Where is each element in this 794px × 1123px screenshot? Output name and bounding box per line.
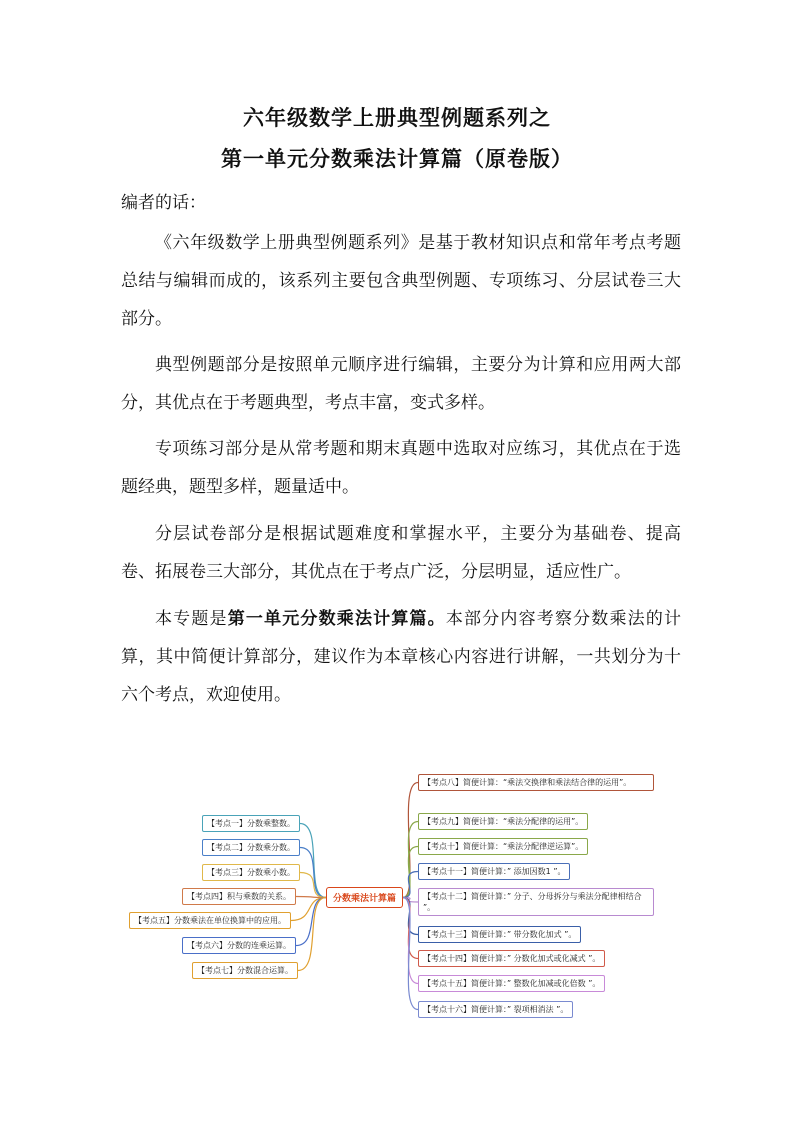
mindmap-node-right-10: 【考点十】简便计算：“乘法分配律逆运算”。 bbox=[418, 838, 588, 855]
paragraph-3: 专项练习部分是从常考题和期末真题中选取对应练习，其优点在于选题经典，题型多样，题量适中。 bbox=[121, 439, 681, 497]
mindmap-node-right-9: 【考点九】简便计算：“乘法分配律的运用”。 bbox=[418, 813, 588, 830]
mindmap-root: 分数乘法计算篇 bbox=[326, 887, 403, 908]
paragraph-5-pre: 本专题是 bbox=[155, 609, 228, 629]
paragraph-1: 《六年级数学上册典型例题系列》是基于教材知识点和常年考点考题总结与编辑而成的，该系列主要包含典型例题、专项练习、分层试卷三大部分。 bbox=[121, 233, 681, 329]
document-title-line1: 六年级数学上册典型例题系列之 bbox=[243, 106, 551, 130]
mindmap-node-right-12: 【考点十二】简便计算：” 分子、分母拆分与乘法分配律相结合 ”。 bbox=[418, 888, 654, 916]
document-title-line2: 第一单元分数乘法计算篇（原卷版） bbox=[221, 147, 573, 171]
mindmap-node-right-16: 【考点十六】简便计算：” 裂项相消法 ”。 bbox=[418, 1001, 573, 1018]
mindmap-node-left-6: 【考点六】分数的连乘运算。 bbox=[182, 937, 296, 954]
mindmap-node-right-11: 【考点十一】简便计算：” 添加因数1 ”。 bbox=[418, 863, 570, 880]
paragraph-5-post: 本部分内容考察分数乘法的计算，其中简便计算部分，建议作为本章核心内容进行讲解，一共划分为十六个考点，欢迎使用。 bbox=[121, 609, 682, 705]
mindmap-node-right-14: 【考点十四】简便计算：” 分数化加式或化减式 ”。 bbox=[418, 950, 605, 967]
mindmap-node-left-5: 【考点五】分数乘法在单位换算中的应用。 bbox=[129, 912, 291, 929]
mindmap-node-right-15: 【考点十五】简便计算：” 整数化加减或化倍数 ”。 bbox=[418, 975, 605, 992]
mindmap-node-left-4: 【考点四】积与乘数的关系。 bbox=[182, 888, 296, 905]
connector-left-3 bbox=[300, 873, 326, 898]
paragraph-4: 分层试卷部分是根据试题难度和掌握水平，主要分为基础卷、提高卷、拓展卷三大部分，其优点在于考点广泛，分层明显，适应性广。 bbox=[121, 524, 681, 582]
paragraph-2: 典型例题部分是按照单元顺序进行编辑，主要分为计算和应用两大部分，其优点在于考题典型，考点丰富，变式多样。 bbox=[121, 355, 681, 413]
mindmap-node-left-1: 【考点一】分数乘整数。 bbox=[202, 815, 300, 832]
connector-left-7 bbox=[298, 898, 326, 971]
mindmap-node-right-13: 【考点十三】简便计算：” 带分数化加式 ”。 bbox=[418, 926, 581, 943]
mindmap-node-left-2: 【考点二】分数乘分数。 bbox=[202, 839, 300, 856]
mindmap-node-left-7: 【考点七】分数混合运算。 bbox=[192, 962, 298, 979]
mindmap-node-right-8: 【考点八】简便计算：“乘法交换律和乘法结合律的运用”。 bbox=[418, 774, 654, 791]
mindmap-node-left-3: 【考点三】分数乘小数。 bbox=[202, 864, 300, 881]
connector-left-5 bbox=[291, 898, 326, 921]
intro-label: 编者的话： bbox=[121, 193, 206, 213]
paragraph-5-bold: 第一单元分数乘法计算篇。 bbox=[227, 609, 446, 629]
